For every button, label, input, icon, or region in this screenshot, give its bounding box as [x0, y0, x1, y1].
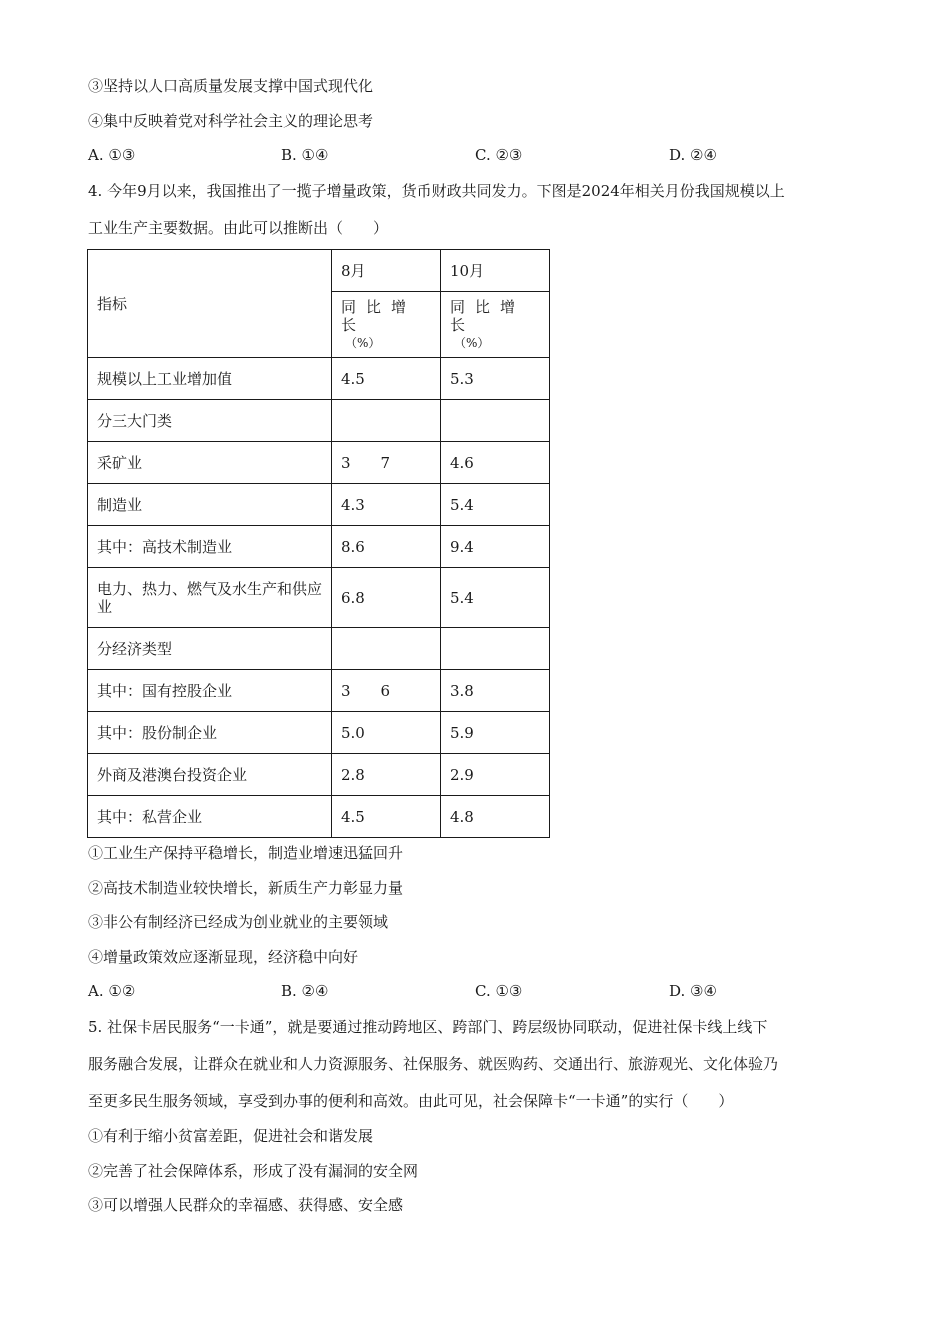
- q5-statement-2: ②完善了社会保障体系，形成了没有漏洞的安全网: [88, 1162, 419, 1180]
- table-row: 采矿业 3 7 4.6: [88, 442, 550, 484]
- table-row: 电力、热力、燃气及水生产和供应业 6.8 5.4: [88, 568, 550, 628]
- q3-option-c: C. ②③: [475, 146, 523, 164]
- table-header-row: [88, 250, 550, 292]
- q4-option-a: A. ①②: [88, 982, 136, 1000]
- q5-stem-line-2: 服务融合发展，让群众在就业和人力资源服务、社保服务、就医购药、交通出行、旅游观光、文化体验乃: [88, 1055, 779, 1073]
- table-row: 制造业 4.3 5.4: [88, 484, 550, 526]
- subheader-aug: 同比增长 （%）: [332, 292, 441, 358]
- q4-stem-line-1: 4. 今年9月以来，我国推出了一揽子增量政策，货币财政共同发力。下图是2024年相关月份我国规模以上: [88, 182, 785, 200]
- table-row: 分三大门类: [88, 400, 550, 442]
- table-row: 其中：股份制企业 5.0 5.9: [88, 712, 550, 754]
- q4-option-c: C. ①③: [475, 982, 523, 1000]
- q4-stem-line-2: 工业生产主要数据。由此可以推断出（ ）: [88, 219, 389, 237]
- table-row: 分经济类型: [88, 628, 550, 670]
- table-row: 其中：私营企业 4.5 4.8: [88, 796, 550, 838]
- header-month-aug: 8月: [332, 250, 441, 292]
- header-month-oct: 10月: [441, 250, 550, 292]
- subheader-oct: 同比增长 （%）: [441, 292, 550, 358]
- q3-option-b: B. ①④: [281, 146, 329, 164]
- q3-option-d: D. ②④: [669, 146, 717, 164]
- table-row: 外商及港澳台投资企业 2.8 2.9: [88, 754, 550, 796]
- q4-statement-4: ④增量政策效应逐渐显现，经济稳中向好: [88, 948, 359, 966]
- industrial-data-table: [87, 249, 550, 838]
- q3-statement-3: ③坚持以人口高质量发展支撑中国式现代化: [88, 77, 374, 95]
- q5-stem-line-3: 至更多民生服务领域，享受到办事的便利和高效。由此可见，社会保障卡“一卡通”的实行（ ）: [88, 1092, 734, 1110]
- header-indicator: 指标: [88, 250, 332, 358]
- q3-option-a: A. ①③: [88, 146, 136, 164]
- q5-statement-3: ③可以增强人民群众的幸福感、获得感、安全感: [88, 1196, 404, 1214]
- q4-options: [88, 981, 788, 1001]
- q4-statement-2: ②高技术制造业较快增长，新质生产力彰显力量: [88, 879, 404, 897]
- q5-statement-1: ①有利于缩小贫富差距，促进社会和谐发展: [88, 1127, 374, 1145]
- q3-statement-4: ④集中反映着党对科学社会主义的理论思考: [88, 112, 374, 130]
- q4-statement-3: ③非公有制经济已经成为创业就业的主要领域: [88, 913, 389, 931]
- q4-option-d: D. ③④: [669, 982, 717, 1000]
- q5-stem-line-1: 5. 社保卡居民服务“一卡通”，就是要通过推动跨地区、跨部门、跨层级协同联动，促进社保卡线上线下: [88, 1018, 768, 1036]
- table-row: 规模以上工业增加值 4.5 5.3: [88, 358, 550, 400]
- q4-option-b: B. ②④: [281, 982, 329, 1000]
- q4-statement-1: ①工业生产保持平稳增长，制造业增速迅猛回升: [88, 844, 404, 862]
- table-row: 其中：高技术制造业 8.6 9.4: [88, 526, 550, 568]
- q3-options: [88, 145, 788, 165]
- table-row: 其中：国有控股企业 3 6 3.8: [88, 670, 550, 712]
